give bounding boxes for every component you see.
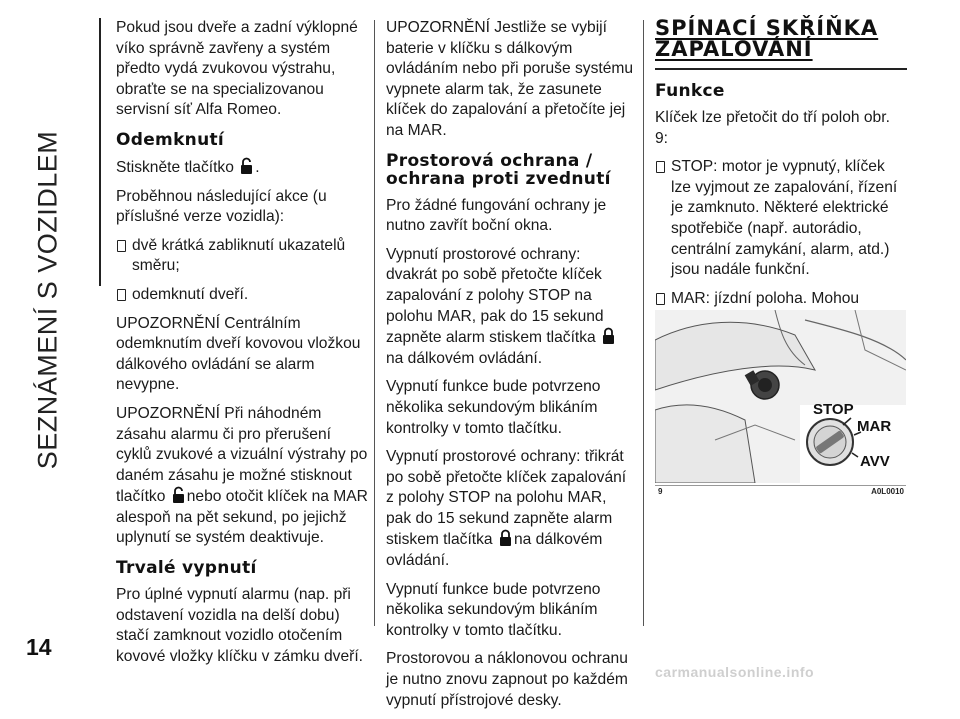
heading-function: Funkce xyxy=(655,81,725,101)
protection-p2-text-end: na dálkovém ovládání. xyxy=(386,349,543,367)
warning-2-text: UPOZORNĚNÍ Při náhodném zásahu alarmu či pro přerušení cyklů zvukové a vizuální výstrahy po daném zásahu je možné stisknout tlačítko xyxy=(116,404,368,506)
list-item-text: odemknutí dveří. xyxy=(132,285,249,303)
checkbox-bullet-icon xyxy=(656,293,665,305)
figure-rule xyxy=(655,485,906,486)
actions-intro: Proběhnou následující akce (u příslušné verze vozidla): xyxy=(116,187,327,226)
lock-icon xyxy=(602,327,615,345)
list-item-text: MAR: jízdní poloha. Mohou xyxy=(671,289,860,307)
warning-battery: UPOZORNĚNÍ Jestliže se vybijí baterie v klíčku s dálkovým ovládáním nebo při poruše systému vypnete alarm tak, že zasunete klíček do zapalování a přetočíte jej na MAR. xyxy=(386,19,634,139)
column-1 xyxy=(116,18,368,675)
figure-number: 9 xyxy=(658,487,663,496)
heading-ignition-wrap xyxy=(655,18,907,70)
list-item xyxy=(116,236,368,277)
protection-p1: Pro žádné fungování ochrany je nutno zavřít boční okna. xyxy=(386,196,607,235)
list-item-text: dvě krátká zabliknutí ukazatelů směru; xyxy=(132,236,346,275)
off-paragraph: Pro úplné vypnutí alarmu (nap. při odstavení vozidla na delší dobu) stačí zamknout vozidlo otočením kovové vložky klíčku v zámku dveří. xyxy=(116,586,363,665)
protection-p2-text: Vypnutí prostorové ochrany: dvakrát po sobě přetočte klíček zapalování z polohy STOP na polohu MAR, pak do 15 sekund zapněte alarm stiskem tlačítka xyxy=(386,245,604,347)
unlock-icon xyxy=(240,157,253,175)
protection-p4 xyxy=(386,447,634,572)
warning-2-text-end: nebo otočit klíček na MAR alespoň na pět sekund, po jejichž uplynutí se systém deaktivuje. xyxy=(116,488,368,547)
protection-p3: Vypnutí funkce bude potvrzeno několika sekundovým blikáním kontrolky v tomto tlačítku. xyxy=(386,378,601,437)
protection-p4-text-end: na dálkovém ovládání. xyxy=(386,531,603,570)
column-divider-2 xyxy=(643,20,644,626)
warning-1: UPOZORNĚNÍ Centrálním odemknutím dveří kovovou vložkou dálkového ovládání se alarm nevypne. xyxy=(116,314,361,394)
label-avv: AVV xyxy=(860,453,890,470)
press-text-end: . xyxy=(255,158,260,176)
column-2 xyxy=(386,18,634,719)
page-number: 14 xyxy=(26,634,52,660)
checkbox-bullet-icon xyxy=(656,161,665,173)
heading-ignition: SPÍNACÍ SKŘÍŇKA ZAPALOVÁNÍ xyxy=(655,16,879,61)
label-mar: MAR xyxy=(857,418,892,435)
heading-protection: Prostorová ochrana / ochrana proti zvednutí xyxy=(386,150,611,189)
press-text: Stiskněte tlačítko xyxy=(116,158,234,176)
intro-paragraph: Pokud jsou dveře a zadní výklopné víko správně zavřeny a systém předto vydá zvukovou výstrahu, obraťte se na specializovanou servisní síť Alfa Romeo. xyxy=(116,19,358,119)
unlock-icon xyxy=(172,486,185,504)
figure-code: A0L0010 xyxy=(871,487,904,496)
protection-p2 xyxy=(386,245,634,370)
section-rule xyxy=(99,18,101,286)
section-title-text: SEZNÁMENÍ S VOZIDLEM xyxy=(32,130,63,470)
column-divider-1 xyxy=(374,20,375,626)
checkbox-bullet-icon xyxy=(117,240,126,252)
list-item-text: STOP: motor je vypnutý, klíček lze vyjmout ze zapalování, řízení je zamknuto. Některé elektrické spotřebiče (např. autorádio, centrální zamykání, alarm, atd.) jsou nadále funkční. xyxy=(671,158,898,279)
protection-p4-text: Vypnutí prostorové ochrany: třikrát po sobě přetočte klíček zapalování z polohy STOP na polohu MAR, pak do 15 sekund zapněte alarm stiskem tlačítka xyxy=(386,448,627,549)
ignition-illustration xyxy=(655,310,906,483)
heading-permanent-off: Trvalé vypnutí xyxy=(116,558,257,579)
list-item xyxy=(116,285,368,306)
ignition-figure xyxy=(655,310,906,483)
function-intro: Klíček lze přetočit do tří poloh obr. 9: xyxy=(655,109,890,147)
protection-p6: Prostorovou a náklonovou ochranu je nutno znovu zapnout po každém vypnutí přístrojové desky. xyxy=(386,650,628,709)
press-paragraph xyxy=(116,157,368,179)
lock-icon xyxy=(499,529,512,547)
checkbox-bullet-icon xyxy=(117,289,126,301)
watermark: carmanualsonline.info xyxy=(655,664,815,680)
label-stop: STOP xyxy=(813,401,854,418)
protection-p5: Vypnutí funkce bude potvrzeno několika sekundovým blikáním kontrolky v tomto tlačítku. xyxy=(386,580,601,639)
warning-2 xyxy=(116,404,368,549)
heading-unlock: Odemknutí xyxy=(116,129,225,150)
list-item xyxy=(655,157,907,281)
